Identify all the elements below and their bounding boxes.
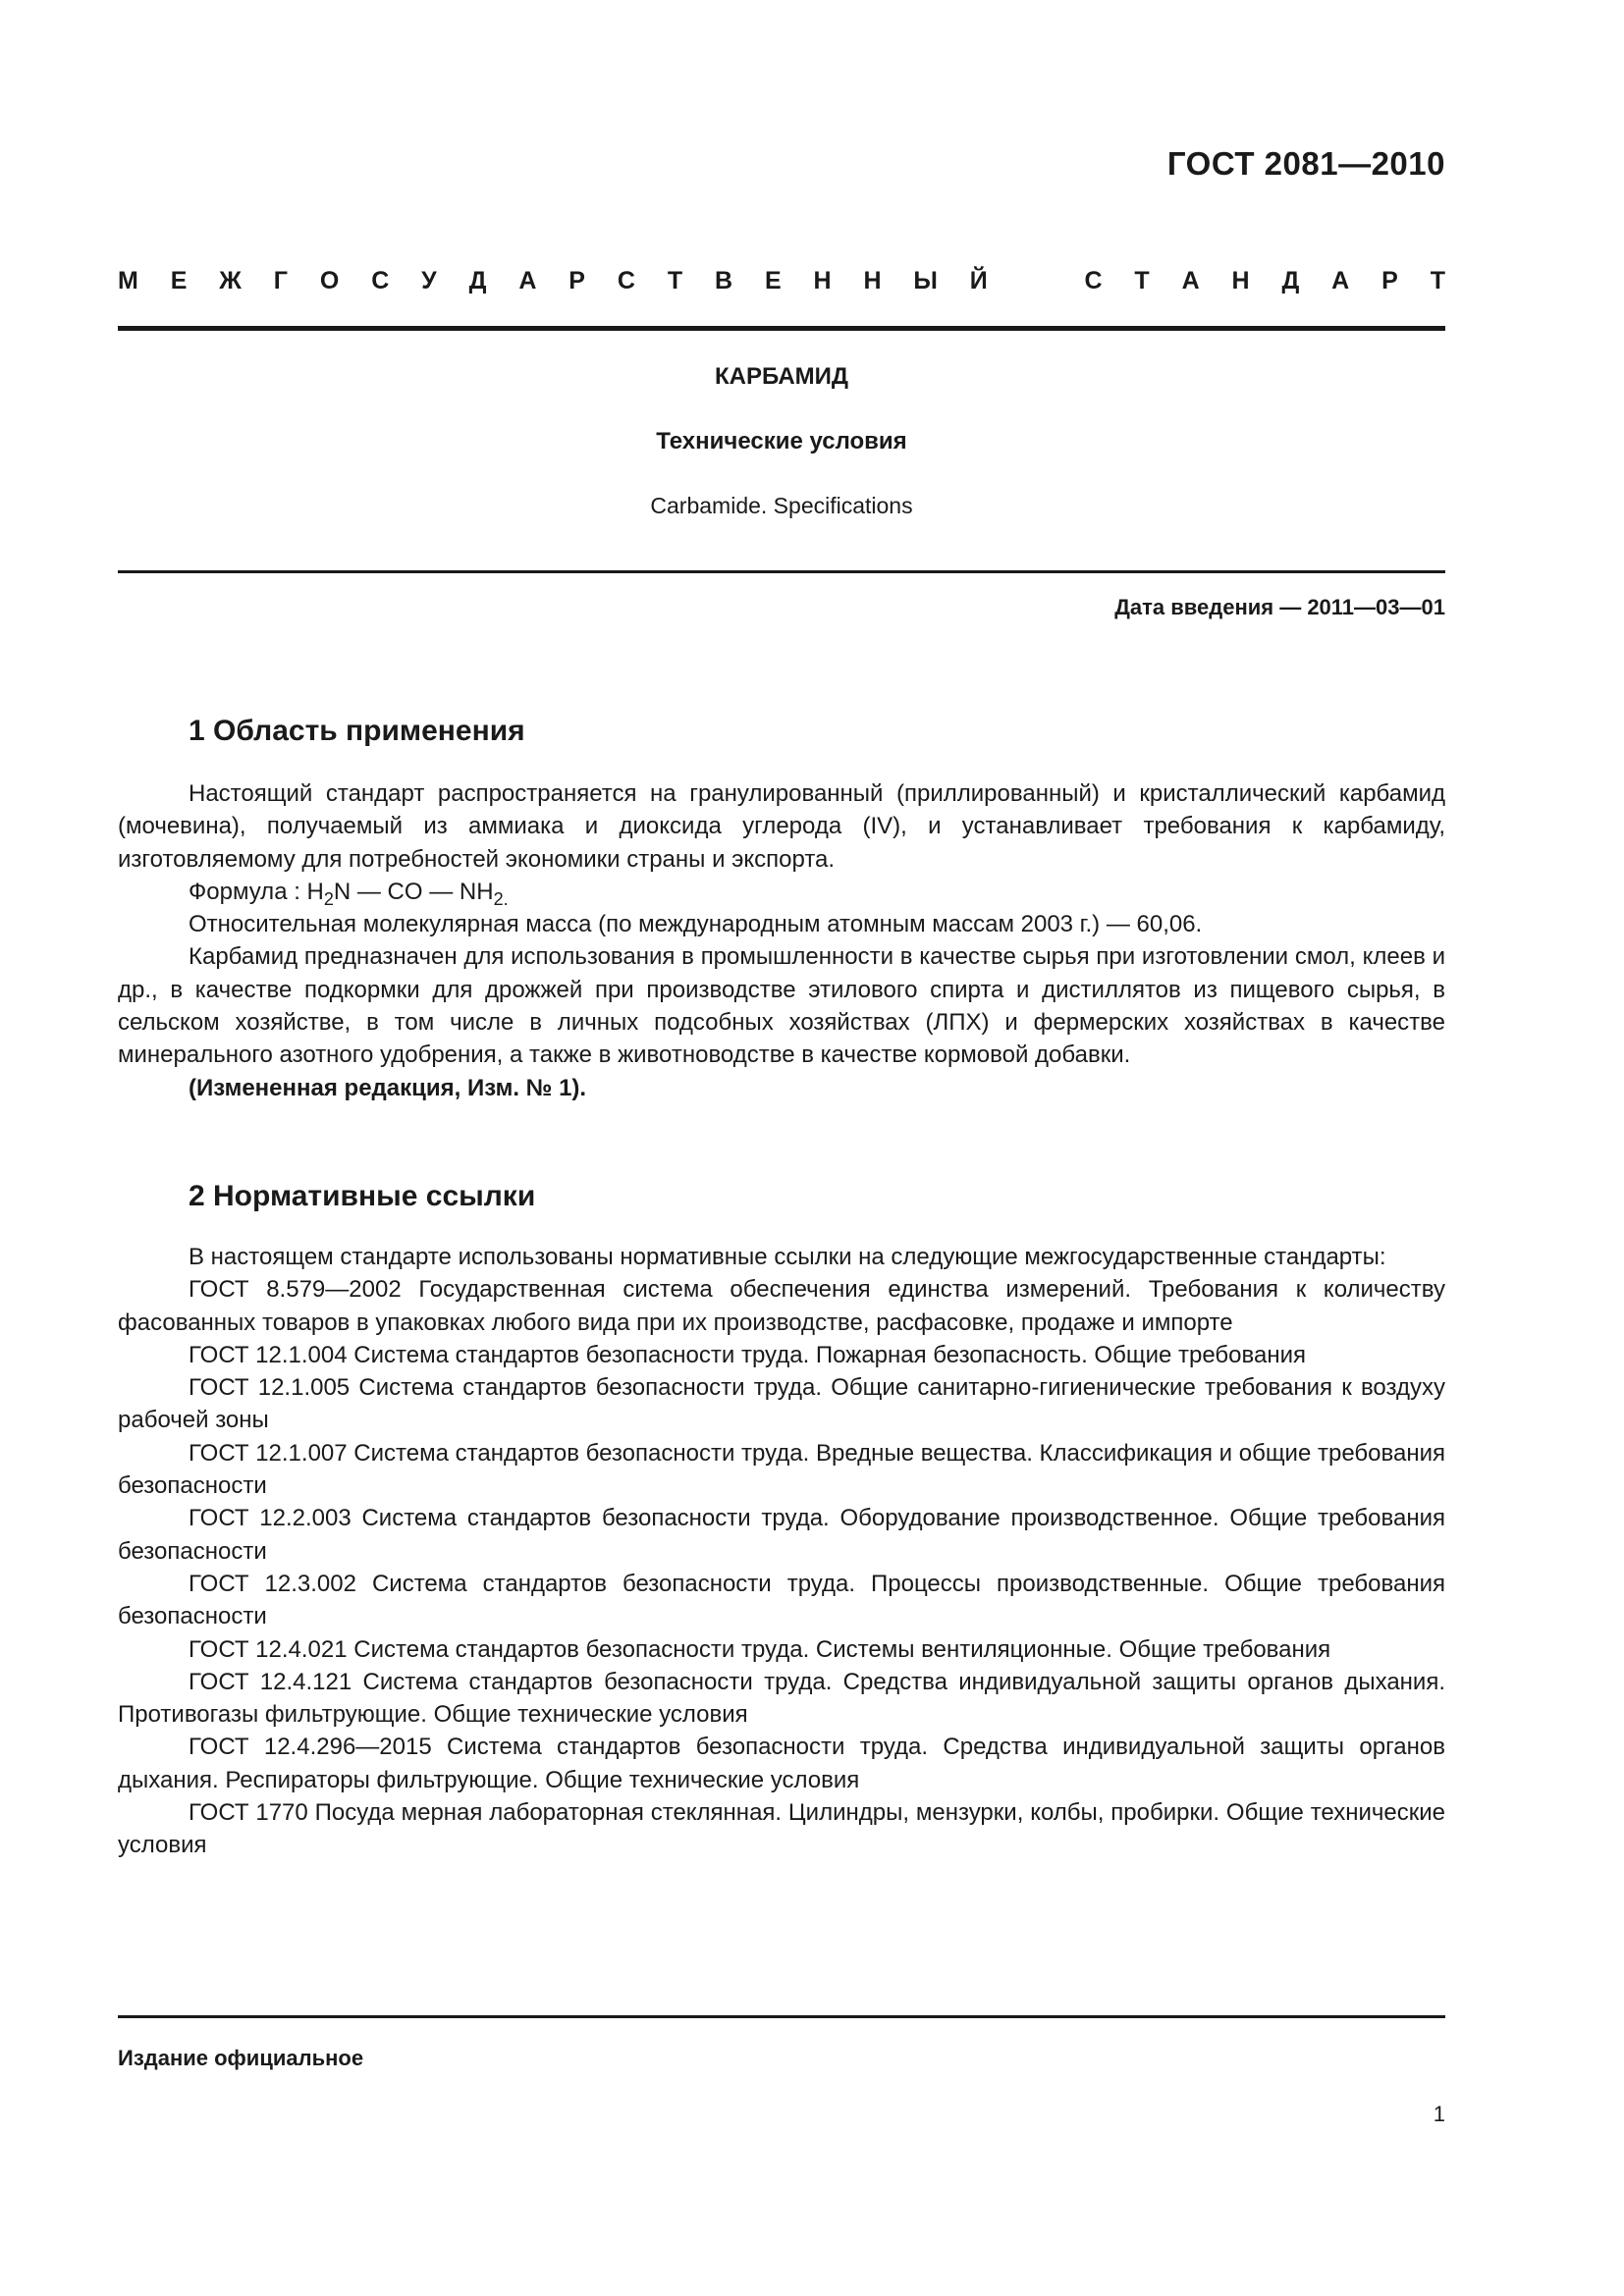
reference-item: ГОСТ 12.4.296—2015 Система стандартов безопасности труда. Средства индивидуальной защиты органов дыхания. Респираторы фильтрующие. Общие технические условия	[118, 1734, 1445, 1793]
banner-letter: Д	[1281, 267, 1300, 294]
banner-letter: Р	[568, 267, 585, 294]
document-title: КАРБАМИД	[715, 363, 848, 390]
section-1-heading: 1 Область применения	[189, 715, 525, 747]
reference-item: ГОСТ 12.1.005 Система стандартов безопасности труда. Общие санитарно-гигиенические требования к воздуху рабочей зоны	[118, 1374, 1445, 1434]
reference-item: ГОСТ 12.4.021 Система стандартов безопасности труда. Системы вентиляционные. Общие требования	[189, 1635, 1331, 1663]
formula-label: Формула : H	[189, 878, 324, 905]
banner-letter: О	[319, 267, 340, 294]
banner-letter: С	[371, 267, 390, 294]
section-2-heading: 2 Нормативные ссылки	[189, 1180, 536, 1212]
banner-letter: Ы	[913, 267, 938, 294]
banner-letter: Е	[764, 267, 782, 294]
banner-letter: Н	[813, 267, 832, 294]
formula-line	[118, 876, 1445, 908]
banner-letter: Т	[1134, 267, 1150, 294]
section-2-body	[118, 1241, 1445, 1862]
banner-letter: Д	[468, 267, 487, 294]
reference-item: ГОСТ 12.4.121 Система стандартов безопасности труда. Средства индивидуальной защиты органов дыхания. Противогазы фильтрующие. Общие технические условия	[118, 1668, 1445, 1729]
molar-mass-paragraph: Относительная молекулярная масса (по международным атомным массам 2003 г.) — 60,06.	[189, 911, 1203, 938]
banner-letter: М	[118, 267, 138, 294]
standard-number: ГОСТ 2081—2010	[1166, 145, 1445, 182]
reference-item: ГОСТ 1770 Посуда мерная лабораторная стеклянная. Цилиндры, мензурки, колбы, пробирки. Общие технические условия	[118, 1799, 1445, 1859]
banner-letter: А	[1331, 267, 1350, 294]
section-1-body	[118, 777, 1445, 1104]
introduction-date: Дата введения — 2011—03—01	[1114, 595, 1445, 619]
banner-letter: Г	[273, 267, 288, 294]
banner-letter: Т	[667, 267, 683, 294]
banner-letter: А	[518, 267, 537, 294]
banner-letter: У	[421, 267, 437, 294]
reference-item: ГОСТ 12.1.004 Система стандартов безопасности труда. Пожарная безопасность. Общие требования	[189, 1341, 1307, 1368]
banner-letter: Т	[1430, 267, 1445, 294]
official-edition-label: Издание официальное	[118, 2046, 364, 2070]
purpose-paragraph: Карбамид предназначен для использования в промышленности в качестве сырья при изготовлении смол, клеев и др., в качестве подкормки для дрожжей при производстве этилового спирта и дистиллятов из пищевого сырья, в сельском хозяйстве, в том числе в личных подсобных хозяйствах (ЛПХ) и фермерских хозяйствах в качестве минерального азотного удобрения, а также в животноводстве в качестве кормовой добавки.	[118, 943, 1445, 1069]
footer-rule	[118, 2015, 1445, 2018]
reference-item: ГОСТ 12.3.002 Система стандартов безопасности труда. Процессы производственные. Общие требования безопасности	[118, 1570, 1445, 1630]
banner-letter: Й	[969, 267, 988, 294]
formula-subscript: 2	[323, 888, 334, 909]
header-rule	[118, 326, 1445, 331]
amendment-note: (Измененная редакция, Изм. № 1).	[189, 1074, 587, 1101]
document-subtitle: Технические условия	[656, 428, 907, 454]
reference-item: ГОСТ 12.2.003 Система стандартов безопасности труда. Оборудование производственное. Общие требования безопасности	[118, 1505, 1445, 1565]
banner-letter: Ж	[219, 267, 242, 294]
reference-item: ГОСТ 12.1.007 Система стандартов безопасности труда. Вредные вещества. Классификация и общие требования безопасности	[118, 1439, 1445, 1500]
formula-subscript: 2.	[493, 888, 509, 909]
references-intro: В настоящем стандарте использованы нормативные ссылки на следующие межгосударственные стандарты:	[189, 1244, 1386, 1270]
banner-letter: Н	[863, 267, 882, 294]
banner-letter: С	[1084, 267, 1103, 294]
interstate-standard-banner	[118, 267, 1445, 295]
banner-letter: Р	[1381, 267, 1398, 294]
formula-body: N — CO — NH	[333, 878, 494, 905]
banner-letter: А	[1181, 267, 1200, 294]
title-rule	[118, 570, 1445, 573]
banner-letter: Е	[170, 267, 188, 294]
banner-letter: С	[617, 267, 635, 294]
banner-letter: В	[714, 267, 733, 294]
reference-item: ГОСТ 8.579—2002 Государственная система обеспечения единства измерений. Требования к количеству фасованных товаров в упаковках любого вида при их производстве, расфасовке, продаже и импорте	[118, 1276, 1445, 1336]
document-title-english: Carbamide. Specifications	[650, 493, 913, 518]
banner-letter: Н	[1231, 267, 1250, 294]
page-number: 1	[1433, 2102, 1445, 2126]
scope-paragraph: Настоящий стандарт распространяется на гранулированный (приллированный) и кристаллический карбамид (мочевина), получаемый из аммиака и диоксида углерода (IV), и устанавливает требования к карбамиду, изготовляемому для потребностей экономики страны и экспорта.	[118, 780, 1445, 873]
